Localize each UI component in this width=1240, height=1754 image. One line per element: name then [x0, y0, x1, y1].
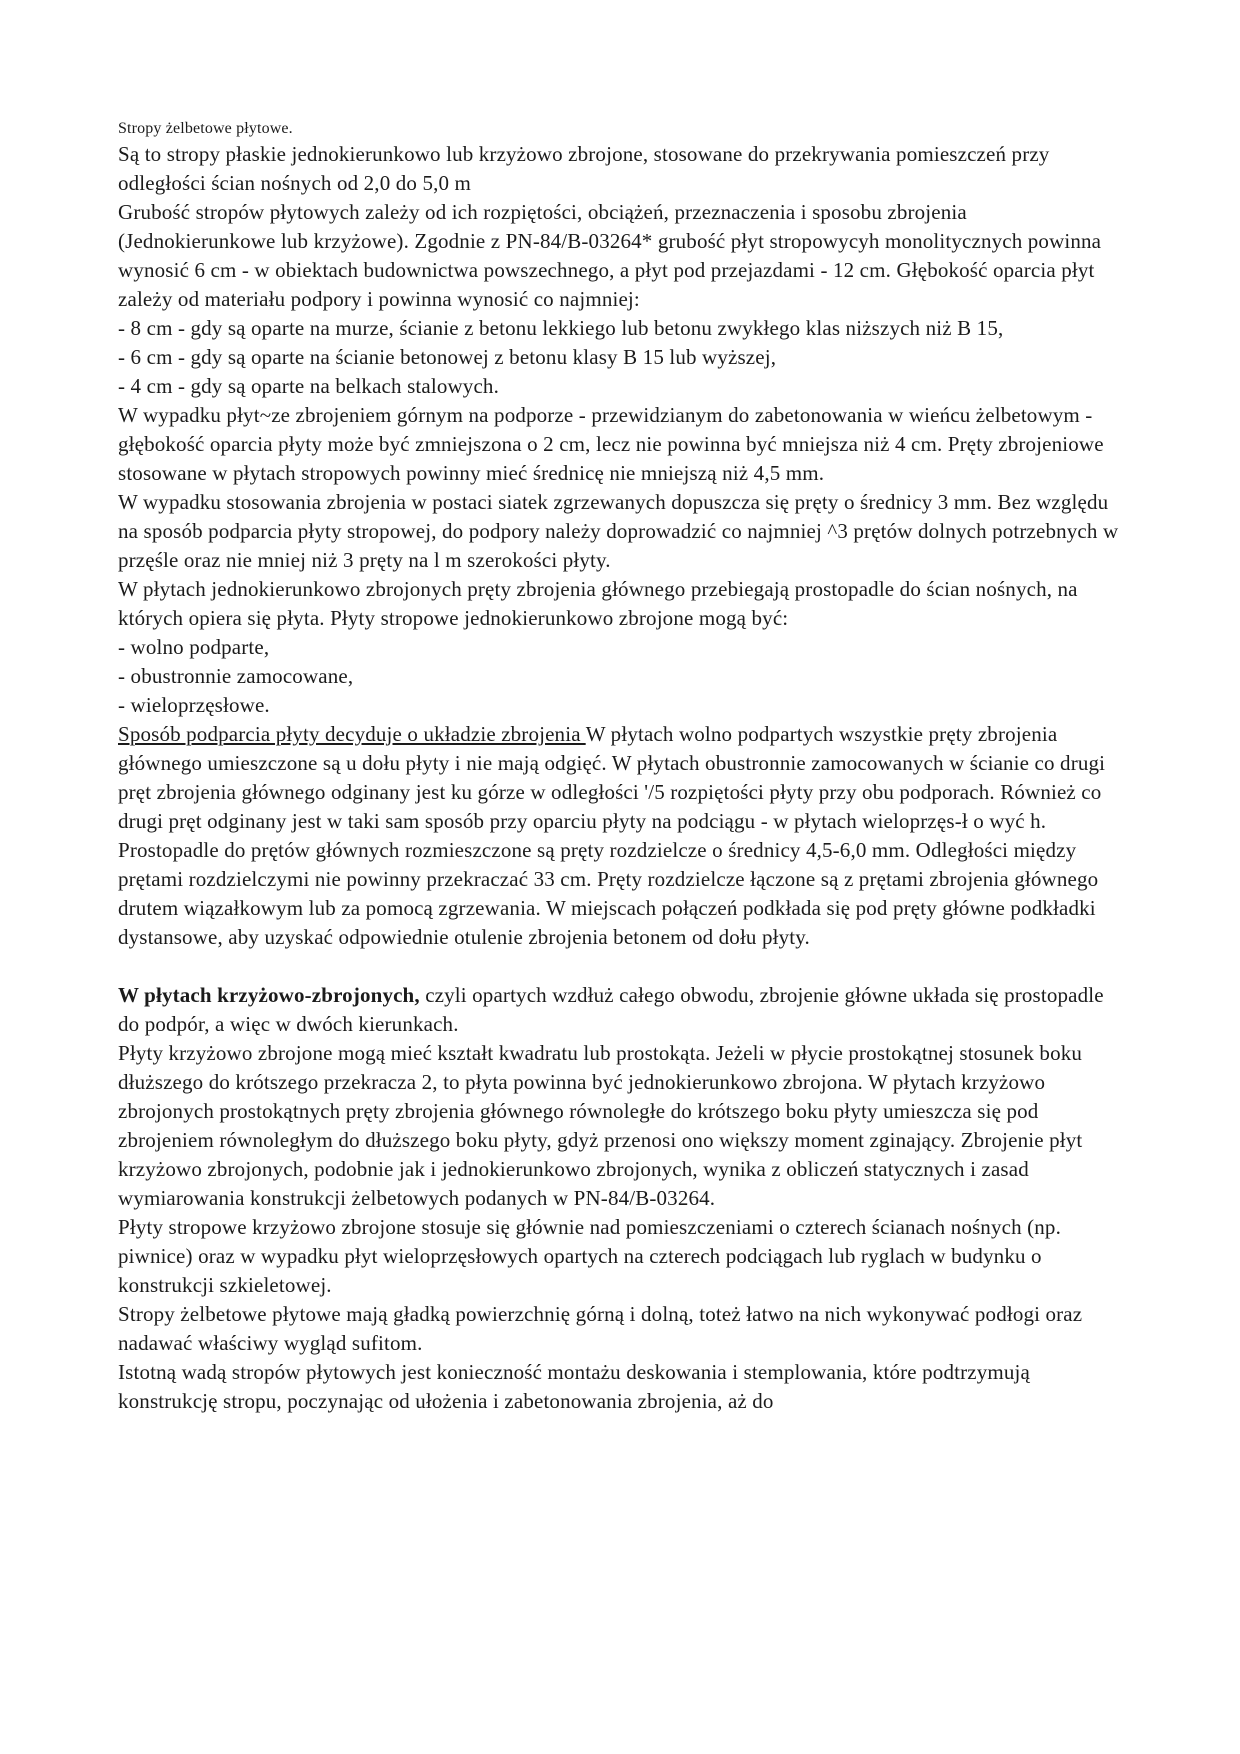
list-item-slab-type-1: - wolno podparte,	[118, 635, 270, 659]
paragraph-support-method-text: W płytach wolno podpartych wszystkie pręty zbrojenia głównego umieszczone są u dołu płyty i nie mają odgięć. W płytach obustronnie zamocowanych w ścianie co drugi pręt zbrojenia głównego odginany jest ku górze w odległości '/5 rozpiętości płyty przy obu podporach. Również co drugi pręt odginany jest w taki sam sposób przy oparciu płyty na podciągu - w płytach wieloprzęs-ł o wyć h. Prostopadle do prętów głównych rozmieszczone są pręty rozdzielcze o średnicy 4,5-6,0 mm. Odległości między prętami rozdzielczymi nie powinny przekraczać 33 cm. Pręty rozdzielcze łączone są z prętami zbrojenia głównego drutem wiązałkowym lub za pomocą zgrzewania. W miejscach połączeń podkłada się pod pręty główne podkładki dystansowe, aby uzyskać odpowiednie otulenie zbrojenia betonem od dołu płyty.	[118, 722, 1106, 949]
paragraph-drawback: Istotną wadą stropów płytowych jest konieczność montażu deskowania i stemplowania, które podtrzymują konstrukcję stropu, poczynając od ułożenia i zabetonowania zbrojenia, aż do	[118, 1360, 1030, 1413]
paragraph-usage: Płyty stropowe krzyżowo zbrojone stosuje się głównie nad pomieszczeniami o czterech ścianach nośnych (np. piwnice) oraz w wypadku płyt wieloprzęsłowych opartych na czterech podciągach lub ryglach w budynku o konstrukcji szkieletowej.	[118, 1215, 1061, 1297]
paragraph-spacer	[118, 952, 1128, 981]
document-title: Stropy żelbetowe płytowe.	[118, 120, 293, 137]
document-page	[118, 118, 1128, 1416]
underlined-phrase: Sposób podparcia płyty decyduje o układzie zbrojenia	[118, 722, 586, 746]
bold-phrase: W płytach krzyżowo-zbrojonych,	[118, 983, 420, 1007]
list-item-slab-type-2: - obustronnie zamocowane,	[118, 664, 354, 688]
list-item-support-depth-1: - 8 cm - gdy są oparte na murze, ścianie z betonu lekkiego lub betonu zwykłego klas niższych niż B 15,	[118, 316, 1004, 340]
list-item-support-depth-3: - 4 cm - gdy są oparte na belkach stalowych.	[118, 374, 499, 398]
list-item-support-depth-2: - 6 cm - gdy są oparte na ścianie betonowej z betonu klasy B 15 lub wyższej,	[118, 345, 777, 369]
list-item-slab-type-3: - wieloprzęsłowe.	[118, 693, 270, 717]
paragraph-intro: Są to stropy płaskie jednokierunkowo lub krzyżowo zbrojone, stosowane do przekrywania pomieszczeń przy odległości ścian nośnych od 2,0 do 5,0 m	[118, 142, 1050, 195]
paragraph-two-way-slabs-text: czyli opartych wzdłuż całego obwodu, zbrojenie główne układa się prostopadle do podpór, a więc w dwóch kierunkach.	[118, 983, 1104, 1036]
paragraph-one-way-slabs: W płytach jednokierunkowo zbrojonych pręty zbrojenia głównego przebiegają prostopadle do ścian nośnych, na których opiera się płyta. Płyty stropowe jednokierunkowo zbrojone mogą być:	[118, 577, 1078, 630]
paragraph-two-way-slabs	[118, 981, 1128, 1039]
paragraph-welded-mesh: W wypadku stosowania zbrojenia w postaci siatek zgrzewanych dopuszcza się pręty o średnicy 3 mm. Bez względu na sposób podparcia płyty stropowej, do podpory należy doprowadzić co najmniej ^3 prętów dolnych potrzebnych w przęśle oraz nie mniej niż 3 pręty na l m szerokości płyty.	[118, 490, 1119, 572]
paragraph-top-reinforcement: W wypadku płyt~ze zbrojeniem górnym na podporze - przewidzianym do zabetonowania w wieńcu żelbetowym - głębokość oparcia płyty może być zmniejszona o 2 cm, lecz nie powinna być mniejsza niż 4 cm. Pręty zbrojeniowe stosowane w płytach stropowych powinny mieć średnicę nie mniejszą niż 4,5 mm.	[118, 403, 1104, 485]
paragraph-shape: Płyty krzyżowo zbrojone mogą mieć kształt kwadratu lub prostokąta. Jeżeli w płycie prostokątnej stosunek boku dłuższego do krótszego przekracza 2, to płyta powinna być jednokierunkowo zbrojona. W płytach krzyżowo zbrojonych prostokątnych pręty zbrojenia głównego równoległe do krótszego boku płyty umieszcza się pod zbrojeniem równoległym do dłuższego boku płyty, gdyż przenosi ono większy moment zginający. Zbrojenie płyt krzyżowo zbrojonych, podobnie jak i jednokierunkowo zbrojonych, wynika z obliczeń statycznych i zasad wymiarowania konstrukcji żelbetowych podanych w PN-84/B-03264.	[118, 1041, 1083, 1210]
paragraph-support-method	[118, 720, 1128, 952]
paragraph-thickness: Grubość stropów płytowych zależy od ich rozpiętości, obciążeń, przeznaczenia i sposobu zbrojenia (Jednokierunkowe lub krzyżowe). Zgodnie z PN-84/B-03264* grubość płyt stropowycyh monolitycznych powinna wynosić 6 cm - w obiektach budownictwa powszechnego, a płyt pod przejazdami - 12 cm. Głębokość oparcia płyt zależy od materiału podpory i powinna wynosić co najmniej:	[118, 200, 1102, 311]
paragraph-surface: Stropy żelbetowe płytowe mają gładką powierzchnię górną i dolną, toteż łatwo na nich wykonywać podłogi oraz nadawać właściwy wygląd sufitom.	[118, 1302, 1083, 1355]
